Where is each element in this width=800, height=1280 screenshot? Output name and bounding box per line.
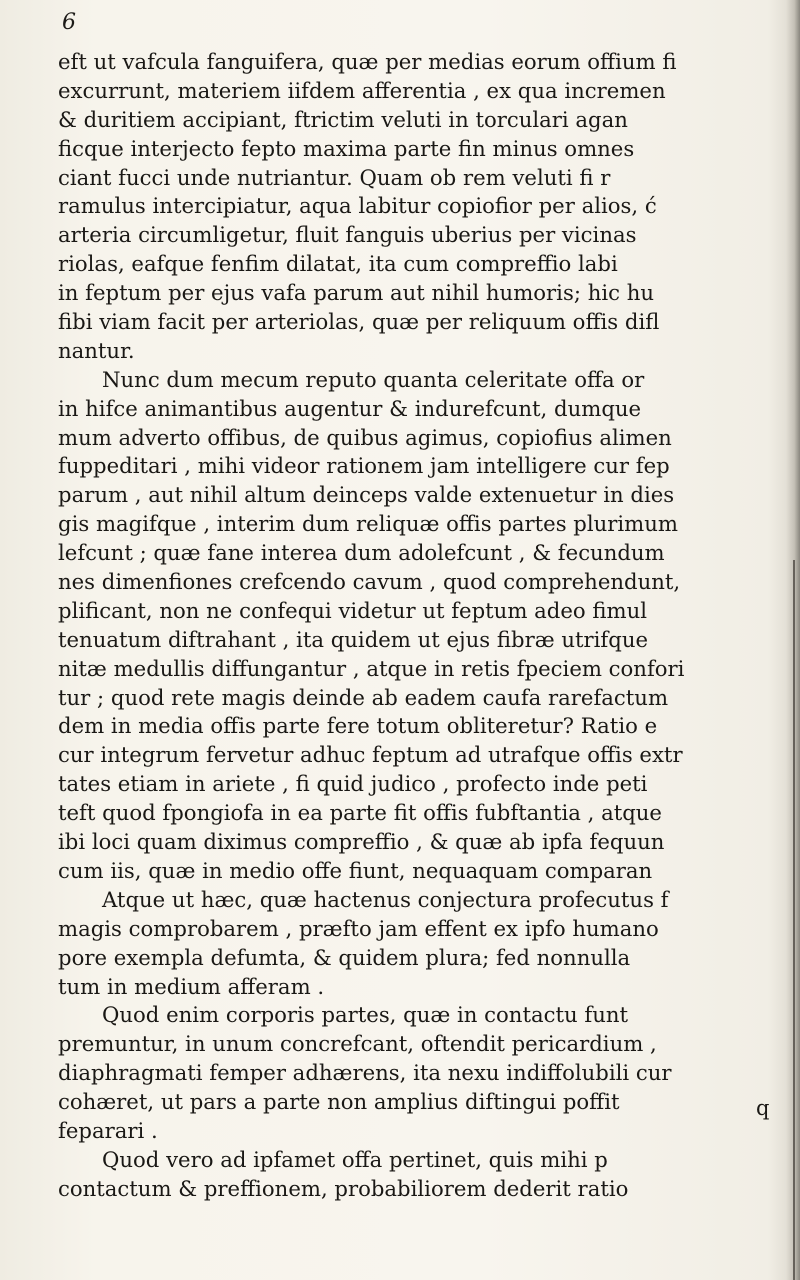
text-line: Nunc dum mecum reputo quanta celeritate offa or [102,366,645,392]
catchword: q [756,1096,770,1120]
text-line: tenuatum diftrahant , ita quidem ut ejus fibræ utrifque [58,626,649,652]
text-line: parum , aut nihil altum deinceps valde extenuetur in dies [58,482,675,508]
text-line: contactum & preffionem, probabiliorem dederit ratio [58,1175,629,1201]
text-line: fuppeditari , mihi videor rationem jam intelligere cur fep [58,453,670,479]
text-line: ramulus intercipiatur, aqua labitur copiofior per alios, ć [58,193,657,219]
text-line: plificant, non ne confequi videtur ut feptum adeo fimul [58,597,648,623]
text-line: feparari . [58,1117,158,1143]
text-line: pore exempla defumta, & quidem plura; fed nonnulla [58,944,631,970]
text-line: nantur. [58,337,135,363]
text-line: excurrunt, materiem iifdem afferentia , ex qua incremen [58,77,666,103]
text-line: Quod enim corporis partes, quæ in contactu funt [102,1002,628,1028]
text-line: ficque interjecto fepto maxima parte fin minus omnes [58,135,635,161]
text-line: in feptum per ejus vafa parum aut nihil humoris; hic hu [58,280,655,306]
text-line: gis magifque , interim dum reliquæ offis partes plurimum [58,511,679,537]
text-line: in hifce animantibus augentur & indurefcunt, dumque [58,395,642,421]
text-line: nitæ medullis diffungantur , atque in retis fpeciem confori [58,655,685,681]
text-line: arteria circumligetur, fluit fanguis uberius per vicinas [58,222,637,248]
text-line: mum adverto offibus, de quibus agimus, copiofius alimen [58,424,672,450]
binding-shadow [786,0,800,1280]
text-line: ibi loci quam diximus compreffio , & quæ ab ipfa fequun [58,829,665,855]
text-line: magis comprobarem , præfto jam effent ex ipfo humano [58,915,659,941]
text-line: teft quod fpongiofa in ea parte fit offis fubftantia , atque [58,800,662,826]
text-line: premuntur, in unum concrefcant, oftendit pericardium , [58,1031,657,1057]
text-line: cohæret, ut pars a parte non amplius diftingui poffit [58,1089,620,1115]
text-line: tur ; quod rete magis deinde ab eadem caufa rarefactum [58,684,669,710]
text-line: Quod vero ad ipfamet offa pertinet, quis mihi p [102,1146,608,1172]
text-line: cur integrum fervetur adhuc feptum ad utrafque offis extr [58,742,683,768]
text-line: cum iis, quæ in medio offe fiunt, nequaquam comparan [58,857,653,883]
text-line: tates etiam in ariete , fi quid judico , profecto inde peti [58,771,648,797]
text-line: eft ut vafcula fanguifera, quæ per medias eorum offium fi [58,49,677,74]
text-line: fibi viam facit per arteriolas, quæ per reliquum offis difl [58,309,660,335]
text-line: ciant fucci unde nutriantur. Quam ob rem veluti fi r [58,164,611,190]
text-line: dem in media offis parte fere totum obliteretur? Ratio e [58,713,658,739]
text-line: nes dimenfiones crefcendo cavum , quod comprehendunt, [58,569,681,595]
text-line: riolas, eafque fenfim dilatat, ita cum compreffio labi [58,251,618,277]
text-line: lefcunt ; quæ fane interea dum adolefcunt , & fecundum [58,540,665,566]
text-line: & duritiem accipiant, ftrictim veluti in torculari agan [58,106,628,132]
page-number: 6 [62,10,76,35]
body-text [58,48,800,1204]
text-line: tum in medium afferam . [58,973,325,999]
text-line: diaphragmati femper adhærens, ita nexu indiffolubili cur [58,1060,672,1086]
text-line: Atque ut hæc, quæ hactenus conjectura profecutus f [102,886,669,912]
